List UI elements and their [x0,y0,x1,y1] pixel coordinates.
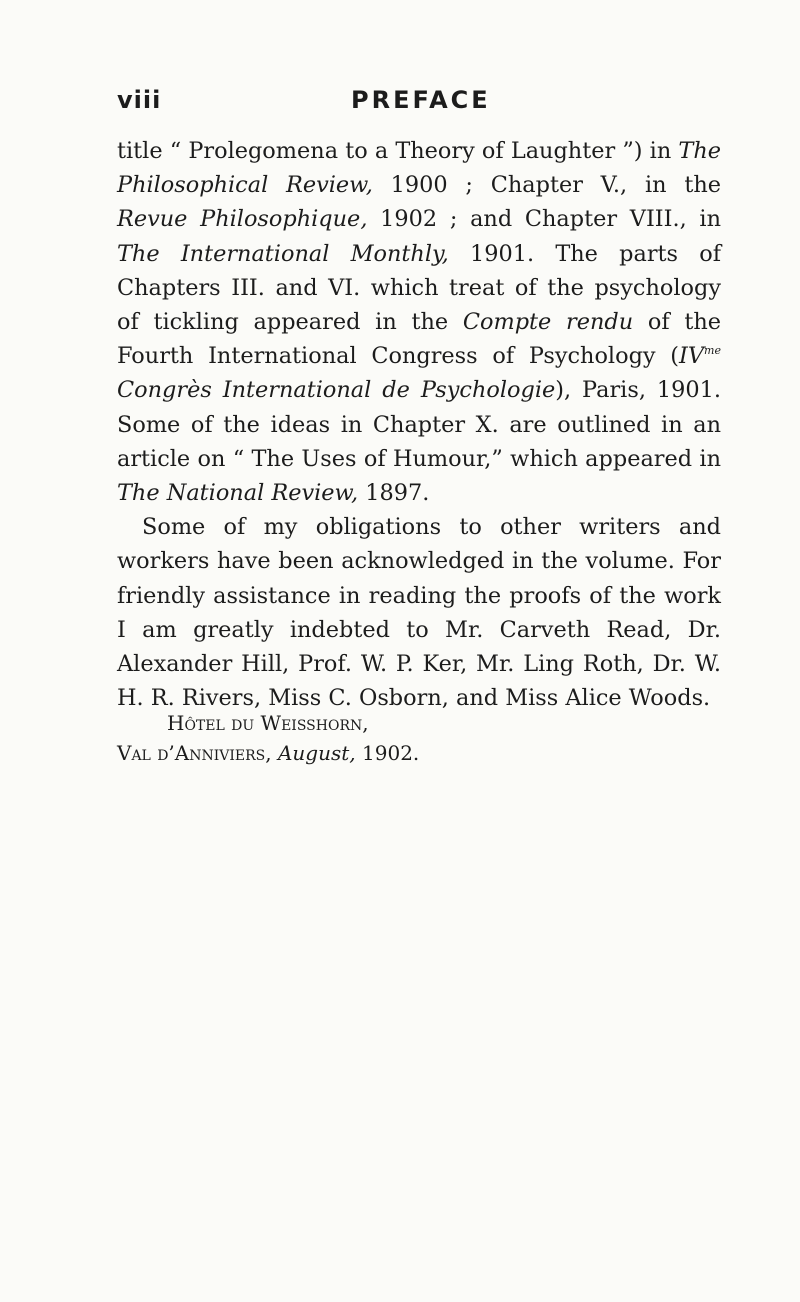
italic-title: The National Review, [117,480,359,507]
italic-title: The International Monthly, [117,240,449,267]
signature-block [117,708,721,768]
italic-title: Congrès International de Psychologie [117,377,556,404]
superscript: me [704,344,721,358]
signature-month: August, [277,741,356,765]
signature-location-line1: Hôtel du Weisshorn, [167,711,369,735]
signature-location-line2 [117,738,721,768]
paragraph-1 [117,134,721,510]
italic-title: The Philosophical Review, [117,138,721,199]
text-run: 1897. [358,480,430,507]
signature-place: Val d’Anniviers, [117,741,272,765]
text-run: ), Paris, 1901. Some of the ideas in Chapter X. are outlined in an article on “ The Uses of Humour,” which appeared in [117,377,721,472]
text-run: 1902 ; and Chapter VIII., in [367,206,721,233]
body-text [117,134,721,715]
text-run: 1900 ; Chapter V., in the [372,172,721,199]
signature-year: 1902. [362,741,420,765]
italic-title: Compte rendu [462,309,634,336]
text-run: title “ Prolegomena to a Theory of Laughter ”) in [117,138,679,164]
text-run: 1901. The parts of Chapters III. and VI. which treat of the psychology of tickling appeared in the [117,240,721,336]
running-title: PREFACE [351,86,491,114]
text-run: of the Fourth International Congress of Psychology ( [117,309,722,370]
italic-title: IV [679,343,705,370]
running-head [117,86,721,122]
paragraph-2: Some of my obligations to other writers and workers have been acknowledged in the volume. For friendly assistance in reading the proofs of the work I am greatly indebted to Mr. Carveth Read, Dr. Alexander Hill, Prof. W. P. Ker, Mr. Ling Roth, Dr. W. H. R. Rivers, Miss C. Osborn, and Miss Alice Woods. [117,514,721,712]
italic-title: Revue Philosophique, [117,206,368,233]
page-number: viii [117,86,162,114]
